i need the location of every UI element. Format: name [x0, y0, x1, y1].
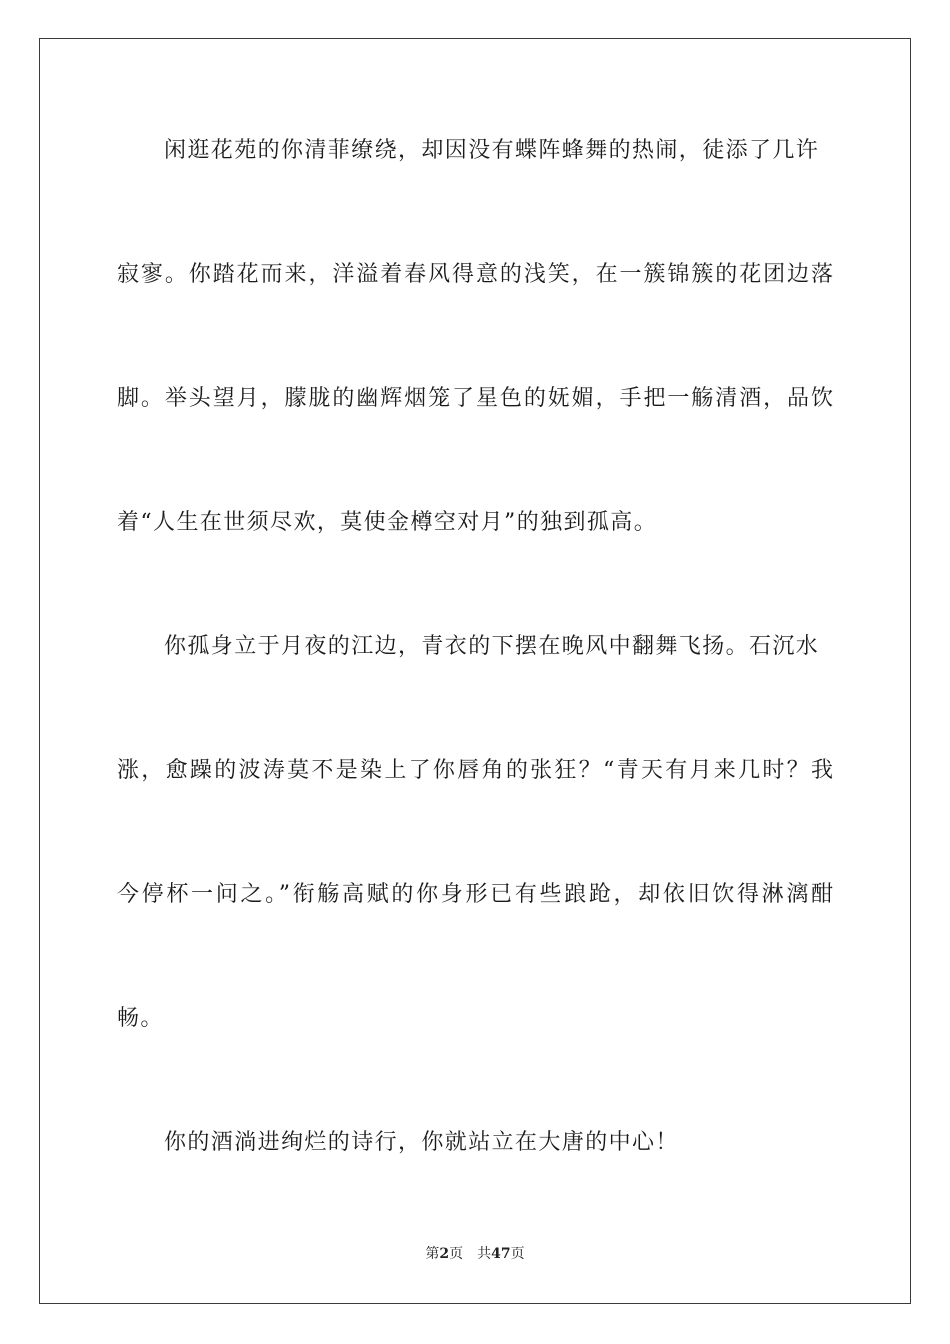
paragraph-3-line-1: 你的酒淌进绚烂的诗行，你就站立在大唐的中心！ — [164, 1130, 679, 1155]
page-number: 2 — [439, 1246, 450, 1262]
paragraph-2-line-4: 畅。 — [117, 1006, 164, 1031]
paragraph-1-line-2: 寂寥。你踏花而来，洋溢着春风得意的浅笑，在一簇锦簇的花团边落 — [117, 262, 833, 287]
total-suffix: 页 — [510, 1246, 525, 1262]
paragraph-1-line-4: 着“人生在世须尽欢，莫使金樽空对月”的独到孤高。 — [117, 510, 658, 535]
paragraph-1-line-3: 脚。举头望月，朦胧的幽辉烟笼了星色的妩媚，手把一觞清酒，品饮 — [117, 386, 833, 411]
total-prefix: 共 — [477, 1246, 492, 1262]
paragraph-2-line-1: 你孤身立于月夜的江边，青衣的下摆在晚风中翻舞飞扬。石沉水 — [164, 634, 820, 659]
paragraph-2-line-2: 涨，愈躁的波涛莫不是染上了你唇角的张狂？“青天有月来几时？我 — [117, 758, 833, 783]
paragraph-2-line-3: 今停杯一问之。”衔觞高赋的你身形已有些踉跄，却依旧饮得淋漓酣 — [117, 882, 833, 907]
total-pages: 47 — [491, 1246, 511, 1262]
page-footer — [0, 1244, 950, 1264]
page-border — [39, 38, 911, 1304]
page-prefix: 第 — [425, 1246, 440, 1262]
paragraph-1-line-1: 闲逛花苑的你清菲缭绕，却因没有蝶阵蜂舞的热闹，徒添了几许 — [164, 138, 820, 163]
page-suffix: 页 — [449, 1246, 464, 1262]
